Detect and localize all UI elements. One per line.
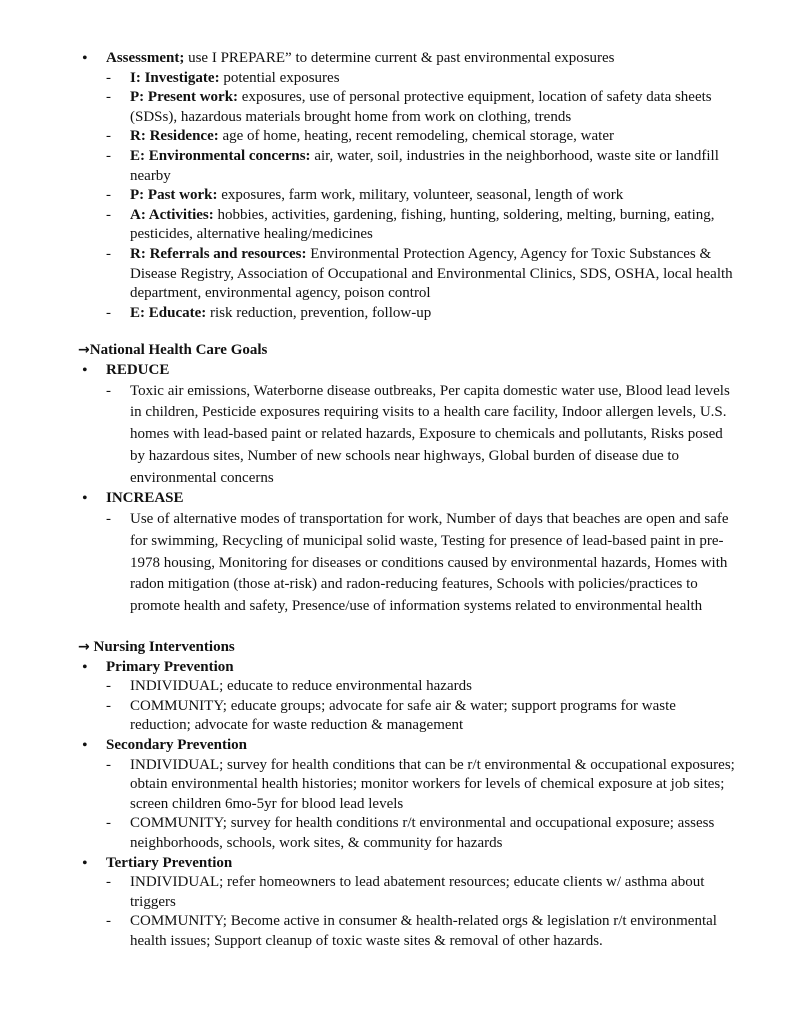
reduce-bullet (82, 361, 764, 381)
list-item (106, 245, 740, 304)
secondary-bullet (82, 736, 764, 756)
item-text: hobbies, activities, gardening, fishing, hunting, soldering, melting, burning, eating, pesticides, alternative healing/medicines (130, 206, 715, 243)
list-item: - COMMUNITY; educate groups; advocate for safe air & water; support programs for waste reduction; advocate for waste reduction & management (106, 697, 740, 736)
item-term: E: Environmental concerns: (130, 147, 311, 164)
secondary-label: Secondary Prevention (106, 737, 247, 754)
goals-heading (78, 341, 764, 361)
item-text: risk reduction, prevention, follow-up (206, 304, 432, 321)
list-item: - INDIVIDUAL; educate to reduce environmental hazards (106, 677, 740, 697)
increase-label: INCREASE (106, 490, 184, 507)
assessment-list (82, 69, 764, 324)
interventions-heading (78, 638, 764, 658)
spacer (82, 618, 764, 638)
primary-list (82, 677, 764, 736)
list-item (106, 127, 740, 147)
item-term: R: Referrals and resources: (130, 245, 307, 262)
tertiary-bullet (82, 854, 764, 874)
arrow-right-icon: → (78, 639, 90, 656)
item-text: exposures, use of personal protective equipment, location of safety data sheets (SDSs), hazardous materials brought home from work on clothing, trends (130, 89, 712, 125)
item-text: age of home, heating, recent remodeling, chemical storage, water (218, 128, 614, 145)
item-term: A: Activities: (130, 206, 214, 223)
item-term: I: Investigate: (130, 69, 220, 86)
assessment-intro: use I PREPARE” to determine current & past environmental exposures (184, 50, 615, 66)
spacer (82, 323, 764, 341)
list-item (106, 69, 740, 89)
tertiary-list (82, 873, 764, 951)
list-item (106, 206, 740, 245)
list-item: - COMMUNITY; survey for health conditions r/t environmental and occupational exposure; assess neighborhoods, schools, work sites, & community for hazards (106, 814, 740, 853)
reduce-list (82, 381, 764, 490)
secondary-list (82, 756, 764, 854)
item-text: air, water, soil, industries in the neighborhood, waste site or landfill nearby (130, 147, 719, 184)
assessment-bullet (82, 49, 764, 69)
goals-heading-text: National Health Care Goals (89, 342, 268, 359)
item-text: exposures, farm work, military, volunteer, seasonal, length of work (217, 187, 624, 204)
assessment-heading: Assessment; (106, 50, 185, 66)
arrow-right-icon: → (78, 342, 90, 359)
list-item: - Toxic air emissions, Waterborne disease outbreaks, Per capita domestic water use, Blood lead levels in children, Pesticide exposures requiring visits to a health care facility, Indoor allergen levels, U.S. homes with lead-based paint or related hazards, Exposure to chemicals and pollutants, Risks posed by hazardous sites, Number of new schools near highways, Global burden of disease due to environmental concerns (106, 381, 740, 490)
list-item: - COMMUNITY; Become active in consumer & health-related orgs & legislation r/t environmental health issues; Support cleanup of toxic waste sites & removal of other hazards. (106, 912, 740, 951)
tertiary-label: Tertiary Prevention (106, 854, 233, 871)
primary-label: Primary Prevention (106, 658, 234, 675)
list-item (106, 304, 740, 324)
item-term: E: Educate: (130, 304, 207, 321)
item-term: P: Past work: (130, 187, 218, 204)
increase-bullet (82, 489, 764, 509)
item-text: potential exposures (219, 69, 340, 86)
reduce-label: REDUCE (106, 361, 170, 378)
primary-bullet (82, 658, 764, 678)
list-item: - Use of alternative modes of transportation for work, Number of days that beaches are open and safe for swimming, Recycling of municipal solid waste, Testing for presence of lead-based paint in pre-1978 housing, Monitoring for diseases or conditions caused by environmental hazards, Homes with radon mitigation (those at-risk) and radon-reducing features, Schools with policies/practices to promote health and safety, Presence/use of information systems related to environmental health (106, 509, 740, 618)
item-text: Environmental Protection Agency, Agency for Toxic Substances & Disease Registry, Association of Occupational and Environmental Clinics, SDS, OSHA, local health department, environmental agency, poison control (130, 245, 733, 302)
list-item: - INDIVIDUAL; survey for health conditions that can be r/t environmental & occupational exposures; obtain environmental health histories; monitor workers for levels of chemical exposure at job sites; screen children 6mo-5yr for blood lead levels (106, 756, 740, 815)
list-item (106, 186, 740, 206)
list-item (106, 88, 740, 127)
interventions-heading-text: Nursing Interventions (89, 639, 235, 656)
list-item (106, 147, 740, 186)
list-item: - INDIVIDUAL; refer homeowners to lead abatement resources; educate clients w/ asthma about triggers (106, 873, 740, 912)
increase-list (82, 509, 764, 618)
item-term: P: Present work: (130, 89, 239, 106)
item-term: R: Residence: (130, 128, 219, 145)
